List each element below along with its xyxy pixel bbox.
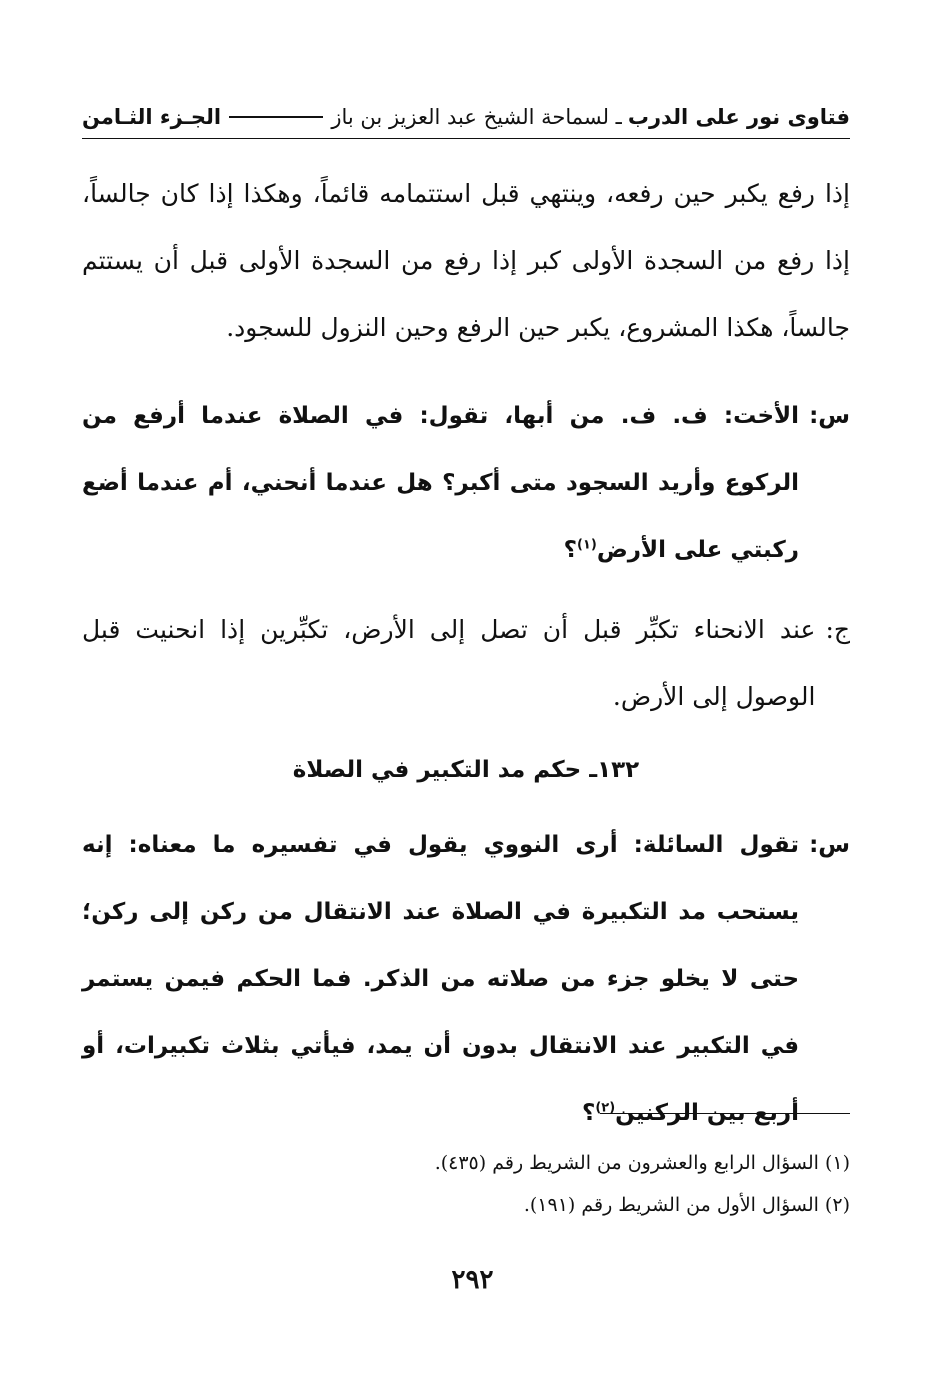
header-part: الجـزء الثـامن	[82, 105, 222, 129]
footnote-1: (١) السؤال الرابع والعشرون من الشريط رقم (٤٣٥).	[434, 1152, 850, 1174]
page-body	[82, 160, 850, 1147]
question-1-body: الأخت: ف. ف. من أبها، تقول: في الصلاة عندما أرفع من الركوع وأريد السجود متى أكبر؟ هل عندما أنحني، أم عندما أضع ركبتي على الأرض	[82, 403, 800, 563]
header-book-title: فتاوى نور على الدرب	[627, 105, 850, 129]
answer-1-text: عند الانحناء تكبِّر قبل أن تصل إلى الأرض، تكبِّرين إذا انحنيت قبل الوصول إلى الأرض.	[82, 615, 816, 711]
page-number: ٢٩٢	[451, 1265, 494, 1295]
question-1-mark: ؟	[563, 537, 577, 563]
footnote-ref-1: (١)	[576, 537, 597, 553]
header-author: ـ لسماحة الشيخ عبد العزيز بن باز	[331, 105, 622, 129]
section-heading: ١٣٢ـ حكم مد التكبير في الصلاة	[292, 757, 640, 783]
continued-answer: إذا رفع يكبر حين رفعه، وينتهي قبل استتمامه قائماً، وهكذا إذا كان جالساً، إذا رفع من السجدة الأولى كبر إذا رفع من السجدة الأولى قبل أن يستتم جالساً، هكذا المشروع، يكبر حين الرفع وحين النزول للسجود.	[82, 179, 850, 342]
question-2	[82, 812, 850, 1147]
answer-1-label: ج:	[825, 615, 850, 644]
question-1	[82, 383, 850, 584]
running-header	[82, 100, 850, 134]
footnote-ref-2: (٢)	[595, 1100, 616, 1116]
question-2-mark: ؟	[581, 1100, 596, 1126]
header-rule	[229, 116, 323, 118]
header-divider	[82, 138, 850, 139]
question-1-text	[82, 383, 799, 584]
question-1-label: س:	[809, 403, 850, 429]
question-2-label: س:	[809, 832, 850, 858]
footnote-2: (٢) السؤال الأول من الشريط رقم (١٩١).	[523, 1194, 850, 1216]
question-2-text	[82, 812, 799, 1147]
answer-1	[82, 596, 850, 730]
question-2-body: تقول السائلة: أرى النووي يقول في تفسيره ما معناه: إنه يستحب مد التكبيرة في الصلاة عند الانتقال من ركن إلى ركن؛ حتى لا يخلو جزء من صلاته من الذكر. فما الحكم فيمن يستمر في التكبير عند الانتقال بدون أن يمد، فيأتي بثلاث تكبيرات، أو أربع بين الركنين	[82, 832, 800, 1126]
footnote-divider	[600, 1113, 850, 1114]
footnotes	[82, 1142, 850, 1226]
